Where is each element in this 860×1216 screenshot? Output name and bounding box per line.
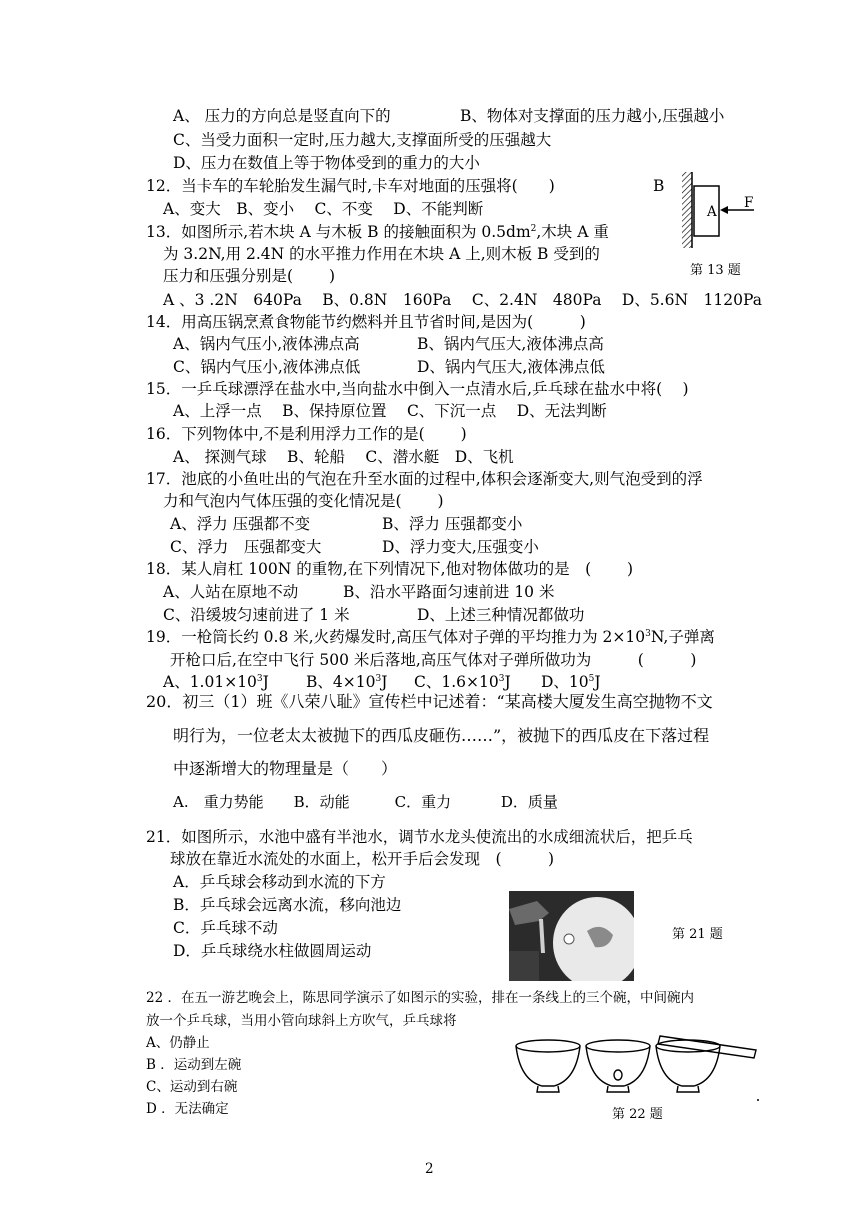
q22-figure <box>510 1030 770 1110</box>
q11-option-b: B、物体对支撑面的压力越小,压强越小 <box>460 107 725 125</box>
q19-option-b <box>306 672 387 692</box>
page-number: 2 <box>425 1161 434 1177</box>
q13-line1-text: 13．如图所示,若木块 A 与木板 B 的接触面积为 0.5dm <box>146 223 531 241</box>
q21-photo <box>509 891 634 981</box>
q19-b-sup: 3 <box>375 673 382 684</box>
blowing-tube <box>658 1036 756 1058</box>
q11-option-c: C、当受力面积一定时,压力越大,支撑面所受的压强越大 <box>173 131 552 149</box>
q22-caption: 第 22 题 <box>612 1107 663 1122</box>
q19-line1-text: 19．一枪筒长约 0.8 米,火药爆发时,高压气体对子弹的平均推力为 2×10 <box>146 628 646 646</box>
q20-line2: 明行为，一位老太太被抛下的西瓜皮砸伤……”，被抛下的西瓜皮在下落过程 <box>173 726 710 745</box>
q17-option-b: B、浮力 压强都变小 <box>382 515 523 533</box>
q12-stem: 12．当卡车的车轮胎发生漏气时,卡车对地面的压强将( ) <box>146 177 555 195</box>
q11-option-a: A、 压力的方向总是竖直向下的 <box>173 107 391 125</box>
q19-a-unit: J <box>262 673 269 691</box>
pingpong-ball <box>564 934 574 944</box>
q18-option-d: D、上述三种情况都做功 <box>417 606 585 624</box>
q19-b-text: B、4×10 <box>306 673 376 691</box>
q20-options: A. 重力势能 B．动能 C．重力 D．质量 <box>173 793 558 811</box>
bowl-middle <box>586 1040 650 1092</box>
q11-option-d: D、压力在数值上等于物体受到的重力的大小 <box>173 154 480 172</box>
q19-c-sup: 3 <box>498 673 505 684</box>
q19-d-sup: 5 <box>588 673 595 684</box>
q17-option-a: A、浮力 压强都不变 <box>170 515 311 533</box>
wall-hatch <box>682 172 692 248</box>
stray-dot <box>757 1099 759 1101</box>
q17-line1: 17．池底的小鱼吐出的气泡在升至水面的过程中,体积会逐渐变大,则气泡受到的浮 <box>146 470 703 488</box>
q13-line1-sup: 2 <box>530 223 537 234</box>
q13-line2: 为 3.2N,用 2.4N 的水平推力作用在木块 A 上,则木板 B 受到的 <box>163 245 600 263</box>
force-arrowhead <box>720 206 728 214</box>
q13-fig-label-a: A <box>707 204 717 220</box>
q18-option-a: A、人站在原地不动 <box>163 583 299 601</box>
q18-option-b: B、沿水平路面匀速前进 10 米 <box>343 583 555 601</box>
q22-line2: 放一个乒乓球，当用小管向球斜上方吹气，乒乓球将 <box>146 1013 457 1029</box>
q19-line1-tail: N,子弹离 <box>650 628 715 646</box>
q13-line1 <box>146 222 609 242</box>
q21-option-b: B．乒乓球会远离水流，移向池边 <box>173 896 402 914</box>
q19-a-sup: 3 <box>256 673 263 684</box>
q17-line2: 力和气泡内气体压强的变化情况是( ) <box>163 492 444 510</box>
q13-caption: 第 13 题 <box>690 263 741 278</box>
q19-c-text: C、1.6×10 <box>414 673 499 691</box>
q19-d-unit: J <box>594 673 601 691</box>
bowl-left <box>516 1040 580 1092</box>
q19-option-d <box>541 672 601 692</box>
q22-option-d: D ．无法确定 <box>146 1101 229 1117</box>
q20-line3: 中逐渐增大的物理量是（ ） <box>173 759 398 778</box>
q21-option-c: C．乒乓球不动 <box>173 919 278 937</box>
q13-options: A 、3 .2N 640Pa B、0.8N 160Pa C、2.4N 480Pa D、5.6N 1120Pa <box>163 291 762 309</box>
q19-a-text: A、1.01×10 <box>163 673 257 691</box>
q16-options: A、 探测气球 B、轮船 C、潜水艇 D、飞机 <box>173 448 514 466</box>
photo-shadow <box>509 951 539 981</box>
q21-caption: 第 21 题 <box>672 927 723 942</box>
q20-line1: 20．初三（1）班《八荣八耻》宣传栏中记述着：“某高楼大厦发生高空抛物不文 <box>146 692 713 711</box>
q14-option-b: B、锅内气压大,液体沸点高 <box>417 335 604 353</box>
q19-line2: 开枪口后,在空中飞行 500 米后落地,高压气体对子弹所做功为 ( ) <box>170 651 697 669</box>
q15-stem: 15．一乒乓球漂浮在盐水中,当向盐水中倒入一点清水后,乒乓球在盐水中将( ) <box>146 380 689 398</box>
pingpong-ball-in-bowl <box>614 1070 622 1080</box>
q19-d-text: D、10 <box>541 673 589 691</box>
q17-option-d: D、浮力变大,压强变小 <box>382 538 539 556</box>
q18-option-c: C、沿缓坡匀速前进了 1 米 <box>163 606 350 624</box>
q19-option-a <box>163 672 269 692</box>
q13-line3: 压力和压强分别是( ) <box>163 267 336 285</box>
q14-option-a: A、锅内气压小,液体沸点高 <box>173 335 360 353</box>
q19-line1 <box>146 627 715 647</box>
q12-options: A、变大 B、变小 C、不变 D、不能判断 <box>163 200 484 218</box>
q13-line1-tail: ,木块 A 重 <box>536 223 609 241</box>
q21-line2: 球放在靠近水流处的水面上，松开手后会发现 ( ) <box>170 850 555 868</box>
q19-c-unit: J <box>504 673 511 691</box>
q15-options: A、上浮一点 B、保持原位置 C、下沉一点 D、无法判断 <box>173 402 607 420</box>
q21-option-a: A．乒乓球会移动到水流的下方 <box>173 873 386 891</box>
q19-b-unit: J <box>381 673 388 691</box>
q14-stem: 14．用高压锅烹煮食物能节约燃料并且节省时间,是因为( ) <box>146 313 586 331</box>
q19-line1-sup: 3 <box>645 628 651 639</box>
q16-stem: 16．下列物体中,不是利用浮力工作的是( ) <box>146 425 467 443</box>
q22-option-c: C、运动到右碗 <box>146 1079 238 1095</box>
q21-option-d: D．乒乓球绕水柱做圆周运动 <box>173 942 372 960</box>
q17-option-c: C、浮力 压强都变大 <box>170 538 322 556</box>
q14-option-c: C、锅内气压小,液体沸点低 <box>173 358 361 376</box>
q18-stem: 18．某人肩杠 100N 的重物,在下列情况下,他对物体做功的是 ( ) <box>146 560 634 578</box>
q14-option-d: D、锅内气压大,液体沸点低 <box>417 358 605 376</box>
q21-line1: 21．如图所示，水池中盛有半池水，调节水龙头使流出的水成细流状后，把乒乓 <box>146 828 693 846</box>
q22-option-b: B ．运动到左碗 <box>146 1057 242 1073</box>
q22-line1: 22 ．在五一游艺晚会上，陈思同学演示了如图示的实验，排在一条线上的三个碗，中间碗内 <box>146 990 694 1006</box>
q19-option-c <box>414 672 511 692</box>
q13-fig-label-f: F <box>744 195 754 211</box>
q22-option-a: A、仍静止 <box>146 1035 210 1051</box>
q13-fig-label-b: B <box>653 177 665 195</box>
